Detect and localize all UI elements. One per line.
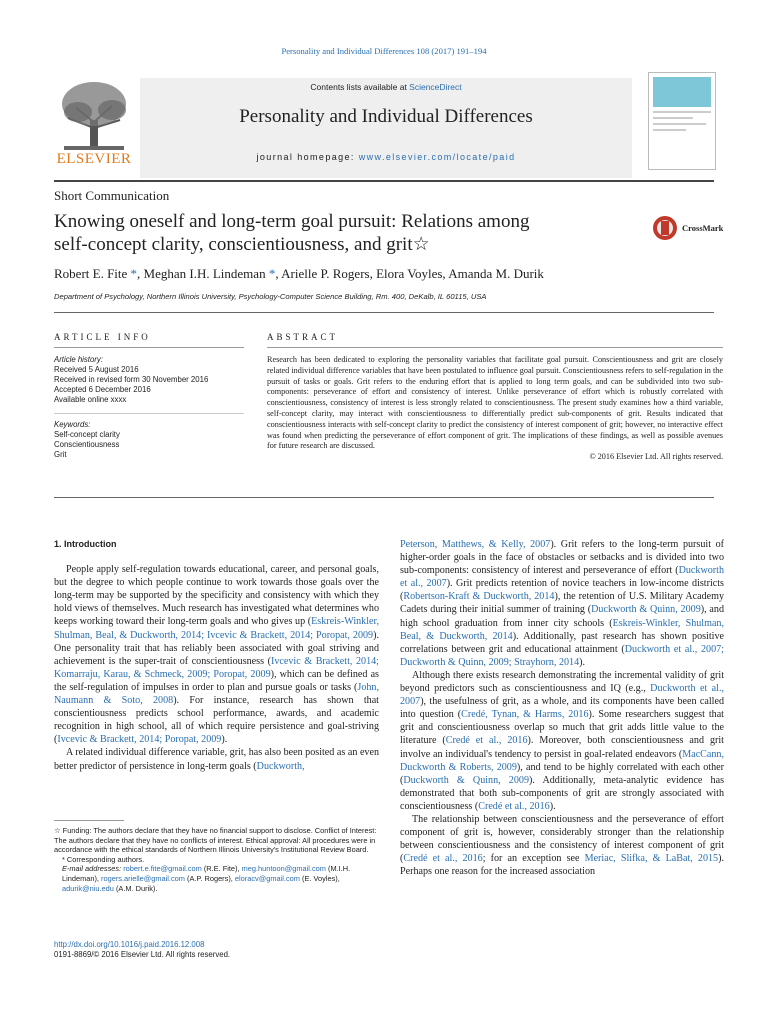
article-title: [54, 210, 614, 256]
citation-link[interactable]: Ivcevic & Brackett, 2014; Komarraju, Karau, & Schmeck, 2009; Poropat, 2009: [54, 655, 379, 680]
intro-paragraph-4: [400, 813, 724, 878]
header-rule: [54, 180, 714, 182]
citation-link[interactable]: Credé et al., 2016: [403, 853, 483, 865]
abstract-bottom-rule: [54, 497, 714, 498]
citation-link[interactable]: Duckworth & Quinn, 2009: [591, 604, 701, 616]
email-link[interactable]: eloracv@gmail.com: [234, 873, 300, 883]
citation-link[interactable]: Duckworth & Quinn, 2009: [403, 774, 529, 786]
citation-link[interactable]: Ivcevic & Brackett, 2014; Poropat, 2009: [57, 734, 222, 746]
email-owner: (R.E. Fite),: [201, 864, 242, 874]
citation-link[interactable]: Eskreis-Winkler, Shulman, Beal, & Duckworth, 2014: [400, 617, 724, 642]
citation-link[interactable]: Duckworth et al., 2007: [400, 683, 724, 708]
body-text: ; for an exception see: [482, 853, 585, 865]
body-text: ). For instance, research has shown that conscientiousness predicts school performance, awards, and academic recognition in high school, all of which require persistence and goal-striving (: [54, 695, 379, 746]
citation-link[interactable]: Meriac, Slifka, & LaBat, 2015: [584, 853, 719, 865]
history-item: Received 5 August 2016: [54, 365, 139, 374]
crossmark-badge[interactable]: [652, 215, 732, 243]
citation-link[interactable]: Duckworth et al., 2007; Duckworth & Quinn, 2009; Strayhorn, 2014: [400, 643, 724, 668]
citation-link[interactable]: Duckworth et al., 2007: [400, 565, 724, 590]
sciencedirect-link[interactable]: ScienceDirect: [409, 82, 462, 92]
homepage-link[interactable]: www.elsevier.com/locate/paid: [358, 152, 516, 162]
body-text: ), and tend to be highly correlated with each other (: [400, 761, 724, 786]
corresponding-mark[interactable]: *: [265, 266, 276, 281]
email-owner: (M.I.H. Lindeman),: [62, 864, 351, 883]
journal-cover-thumbnail: [648, 72, 716, 170]
article-info-heading: ARTICLE INFO: [54, 332, 151, 342]
body-text: ), the retention of U.S. Military Academy Cadets during their initial summer of training (: [400, 591, 724, 616]
author-name: Amanda M. Durik: [448, 266, 544, 281]
email-link[interactable]: rogers.arielle@gmail.com: [101, 873, 185, 883]
keyword-item: Conscientiousness: [54, 440, 120, 449]
abstract: [267, 355, 723, 463]
elsevier-logo: [54, 78, 134, 170]
corresponding-footnote: * Corresponding authors.: [62, 854, 145, 864]
history-item: Received in revised form 30 November 2016: [54, 375, 209, 384]
body-text: ). Grit refers to the long-term pursuit of higher-order goals in the face of obstacles or setbacks and is divided into two sub-components: consistency of interest and perseverance of effort (: [400, 539, 724, 577]
intro-paragraph-2: [54, 746, 379, 772]
journal-title: Personality and Individual Differences: [239, 106, 533, 127]
author-list: Robert E. Fite *, Meghan I.H. Lindeman *, Arielle P. Rogers, Elora Voyles, Amanda M. Durik: [54, 266, 544, 281]
citation-link[interactable]: Peterson, Matthews, & Kelly, 2007: [400, 539, 551, 550]
body-text: ). Grit predicts retention of novice teachers in low-income districts (: [400, 578, 724, 603]
author-name: Robert E. Fite: [54, 266, 128, 281]
keywords-label: Keywords:: [54, 420, 91, 429]
history-item: Accepted 6 December 2016: [54, 385, 151, 394]
author-name: Elora Voyles: [376, 266, 443, 281]
body-text: ), which can be defined as the self-regulation of impulses in order to plan and pursue goals or tasks (: [54, 668, 379, 693]
body-text: ). Perhaps one reason for the increased association: [400, 853, 724, 878]
journal-homepage: [140, 152, 632, 162]
crossmark-label: CrossMark: [682, 223, 724, 233]
issn-copyright: 0191-8869/© 2016 Elsevier Ltd. All rights reserved.: [54, 950, 231, 959]
keywords-list: [54, 430, 244, 460]
intro-paragraph-1: [54, 563, 379, 746]
citation-link[interactable]: John, Naumann & Soto, 2008: [54, 681, 379, 707]
keyword-item: Self-concept clarity: [54, 430, 120, 439]
section-heading-introduction: 1. Introduction: [54, 539, 117, 549]
contents-prefix: Contents lists available at: [310, 82, 410, 92]
abstract-rule: [267, 347, 723, 348]
body-text: Although there exists research demonstrating the incremental validity of grit beyond predictors such as conscientiousness and IQ (e.g.,: [400, 669, 724, 695]
homepage-prefix: journal homepage:: [256, 152, 359, 162]
abstract-copyright: © 2016 Elsevier Ltd. All rights reserved.: [589, 452, 723, 462]
affiliation: Department of Psychology, Northern Illinois University, Psychology-Computer Science Building, Rm. 400, DeKalb, IL 60115, USA: [54, 292, 487, 301]
email-label: E-mail addresses:: [62, 864, 124, 874]
footnotes: [54, 826, 379, 893]
cover-band: [653, 77, 711, 107]
abstract-text: Research has been dedicated to exploring the personality variables that facilitate goal pursuit. Conscientiousness and grit are closely related individual difference variables that have been postulated to influence goal pursuit. Conscientiousness refers to self-regulation in the pursuit of tasks or goals. Grit refers to the enduring effort that is applied to long term goals, and can be subdivided into two sub-components: perseverance of effort and consistency of interest. Unlike perseverance of effort which is robustly correlated with conscientiousness, consistency of interest is less strongly related to conscientiousness. The present study examines how a third variable, self-concept clarity, may interact with conscientiousness to differentially predict sub-components of grit. Results indicated that conscientiousness interacts with self-concept clarity to predict the consistency of interest component of grit; however, no interactive effect was found when predicting the perseverance of effort component of grit. The implications of these findings, as well as possible avenues for future research are discussed.: [267, 355, 723, 451]
body-text: ), the usefulness of grit, as a whole, and its components have been called into question (: [400, 696, 724, 721]
body-text: ). Moreover, both conscientiousness and grit involve an individual's tendency to persist in goal-related endeavors (: [400, 735, 724, 760]
contents-line: [140, 82, 632, 92]
author-name: Meghan I.H. Lindeman: [143, 266, 266, 281]
citation-link[interactable]: Robertson-Kraft & Duckworth, 2014: [403, 591, 555, 603]
history-item: Available online xxxx: [54, 395, 127, 404]
body-text: A related individual difference variable, grit, has also been posited as an even better predictor of persistence in long-term goals (: [54, 747, 379, 772]
citation-link[interactable]: Eskreis-Winkler, Shulman, Beal, & Duckworth, 2014; Ivcevic & Brackett, 2014; Poropat, 2009: [54, 616, 379, 641]
intro-paragraph-2-cont: [400, 538, 724, 669]
email-footnote: [54, 864, 379, 893]
email-owner: (A.P. Rogers),: [184, 873, 235, 883]
body-text: ).: [221, 734, 228, 746]
history-list: [54, 365, 244, 405]
body-text: ).: [579, 656, 586, 668]
doi-link[interactable]: http://dx.doi.org/10.1016/j.paid.2016.12.008: [54, 940, 205, 949]
citation-link[interactable]: Credé, Tynan, & Harms, 2016: [461, 709, 589, 721]
email-owner: (A.M. Durik).: [113, 883, 158, 893]
right-column: [400, 538, 724, 878]
body-text: ).: [549, 800, 556, 812]
abstract-heading: ABSTRACT: [267, 332, 339, 342]
body-text: ). Additionally, meta-analytic evidence has demonstrated that both sub-components of grit are strongly associated with conscientiousness (: [400, 774, 725, 812]
citation-link[interactable]: Credé et al., 2016: [478, 800, 550, 812]
citation-link[interactable]: MacCann, Duckworth & Roberts, 2009: [400, 748, 724, 773]
info-rule: [54, 347, 244, 348]
footnote-rule: [54, 820, 124, 821]
body-text: ), and high school graduation from inner city schools (: [400, 604, 725, 629]
intro-paragraph-3: [400, 669, 724, 813]
email-link[interactable]: adurik@niu.edu: [62, 883, 114, 893]
citation-link[interactable]: Duckworth,: [256, 760, 305, 772]
email-link[interactable]: meg.huntoon@gmail.com: [241, 864, 326, 874]
article-info: [54, 355, 244, 460]
body-text: People apply self-regulation towards educational, career, and personal goals, but the degree to which people continue to work towards those goals over the long-term may be supported by the specificity and consistency with which they hold views of themselves. Much research has investigated what determines who keeps working toward their long-term goals and who gives up (: [54, 564, 379, 628]
title-line-1: Knowing oneself and long-term goal pursuit: Relations among: [54, 211, 530, 232]
body-text: ). One personality trait that has reliably been associated with goal striving and achievement is the super-trait of conscientiousness (: [54, 629, 379, 667]
citation-link[interactable]: Credé et al., 2016: [445, 735, 528, 747]
email-link[interactable]: robert.e.fite@gmail.com: [123, 864, 202, 874]
body-text: ). Additionally, past research has shown positive correlations between grit and educational attainment (: [400, 630, 724, 655]
publisher-name: ELSEVIER: [56, 151, 132, 167]
body-text: ). Some researchers suggest that grit and conscientiousness overlap so much that grit adds little value to the literature (: [400, 709, 724, 747]
body-text: The relationship between conscientiousness and the perseverance of effort component of grit is, however, considerably stronger than the relationship between conscientiousness and the consistency of interest component of grit (: [400, 813, 724, 865]
email-owner: (E. Voyles),: [299, 873, 340, 883]
bottom-info: [54, 940, 230, 960]
masthead: [140, 78, 632, 178]
corresponding-mark[interactable]: *: [127, 266, 138, 281]
history-label: Article history:: [54, 355, 103, 364]
keyword-item: Grit: [54, 450, 67, 459]
funding-footnote: ☆ Funding: The authors declare that they have no financial support to disclose. Conflict of Interest: The authors declare that they have no conflicts of interest. Ethical approval: All procedures were in accordance with the ethical standards of Northern Illinois University's Institutional Review Board.: [54, 826, 377, 855]
author-name: Arielle P. Rogers: [281, 266, 370, 281]
article-type: Short Communication: [54, 188, 170, 203]
title-rule: [54, 312, 714, 313]
left-column: [54, 538, 379, 773]
crossmark-icon: [652, 215, 678, 241]
title-line-2: self-concept clarity, conscientiousness, and grit☆: [54, 234, 430, 255]
journal-citation[interactable]: Personality and Individual Differences 108 (2017) 191–194: [281, 46, 487, 56]
